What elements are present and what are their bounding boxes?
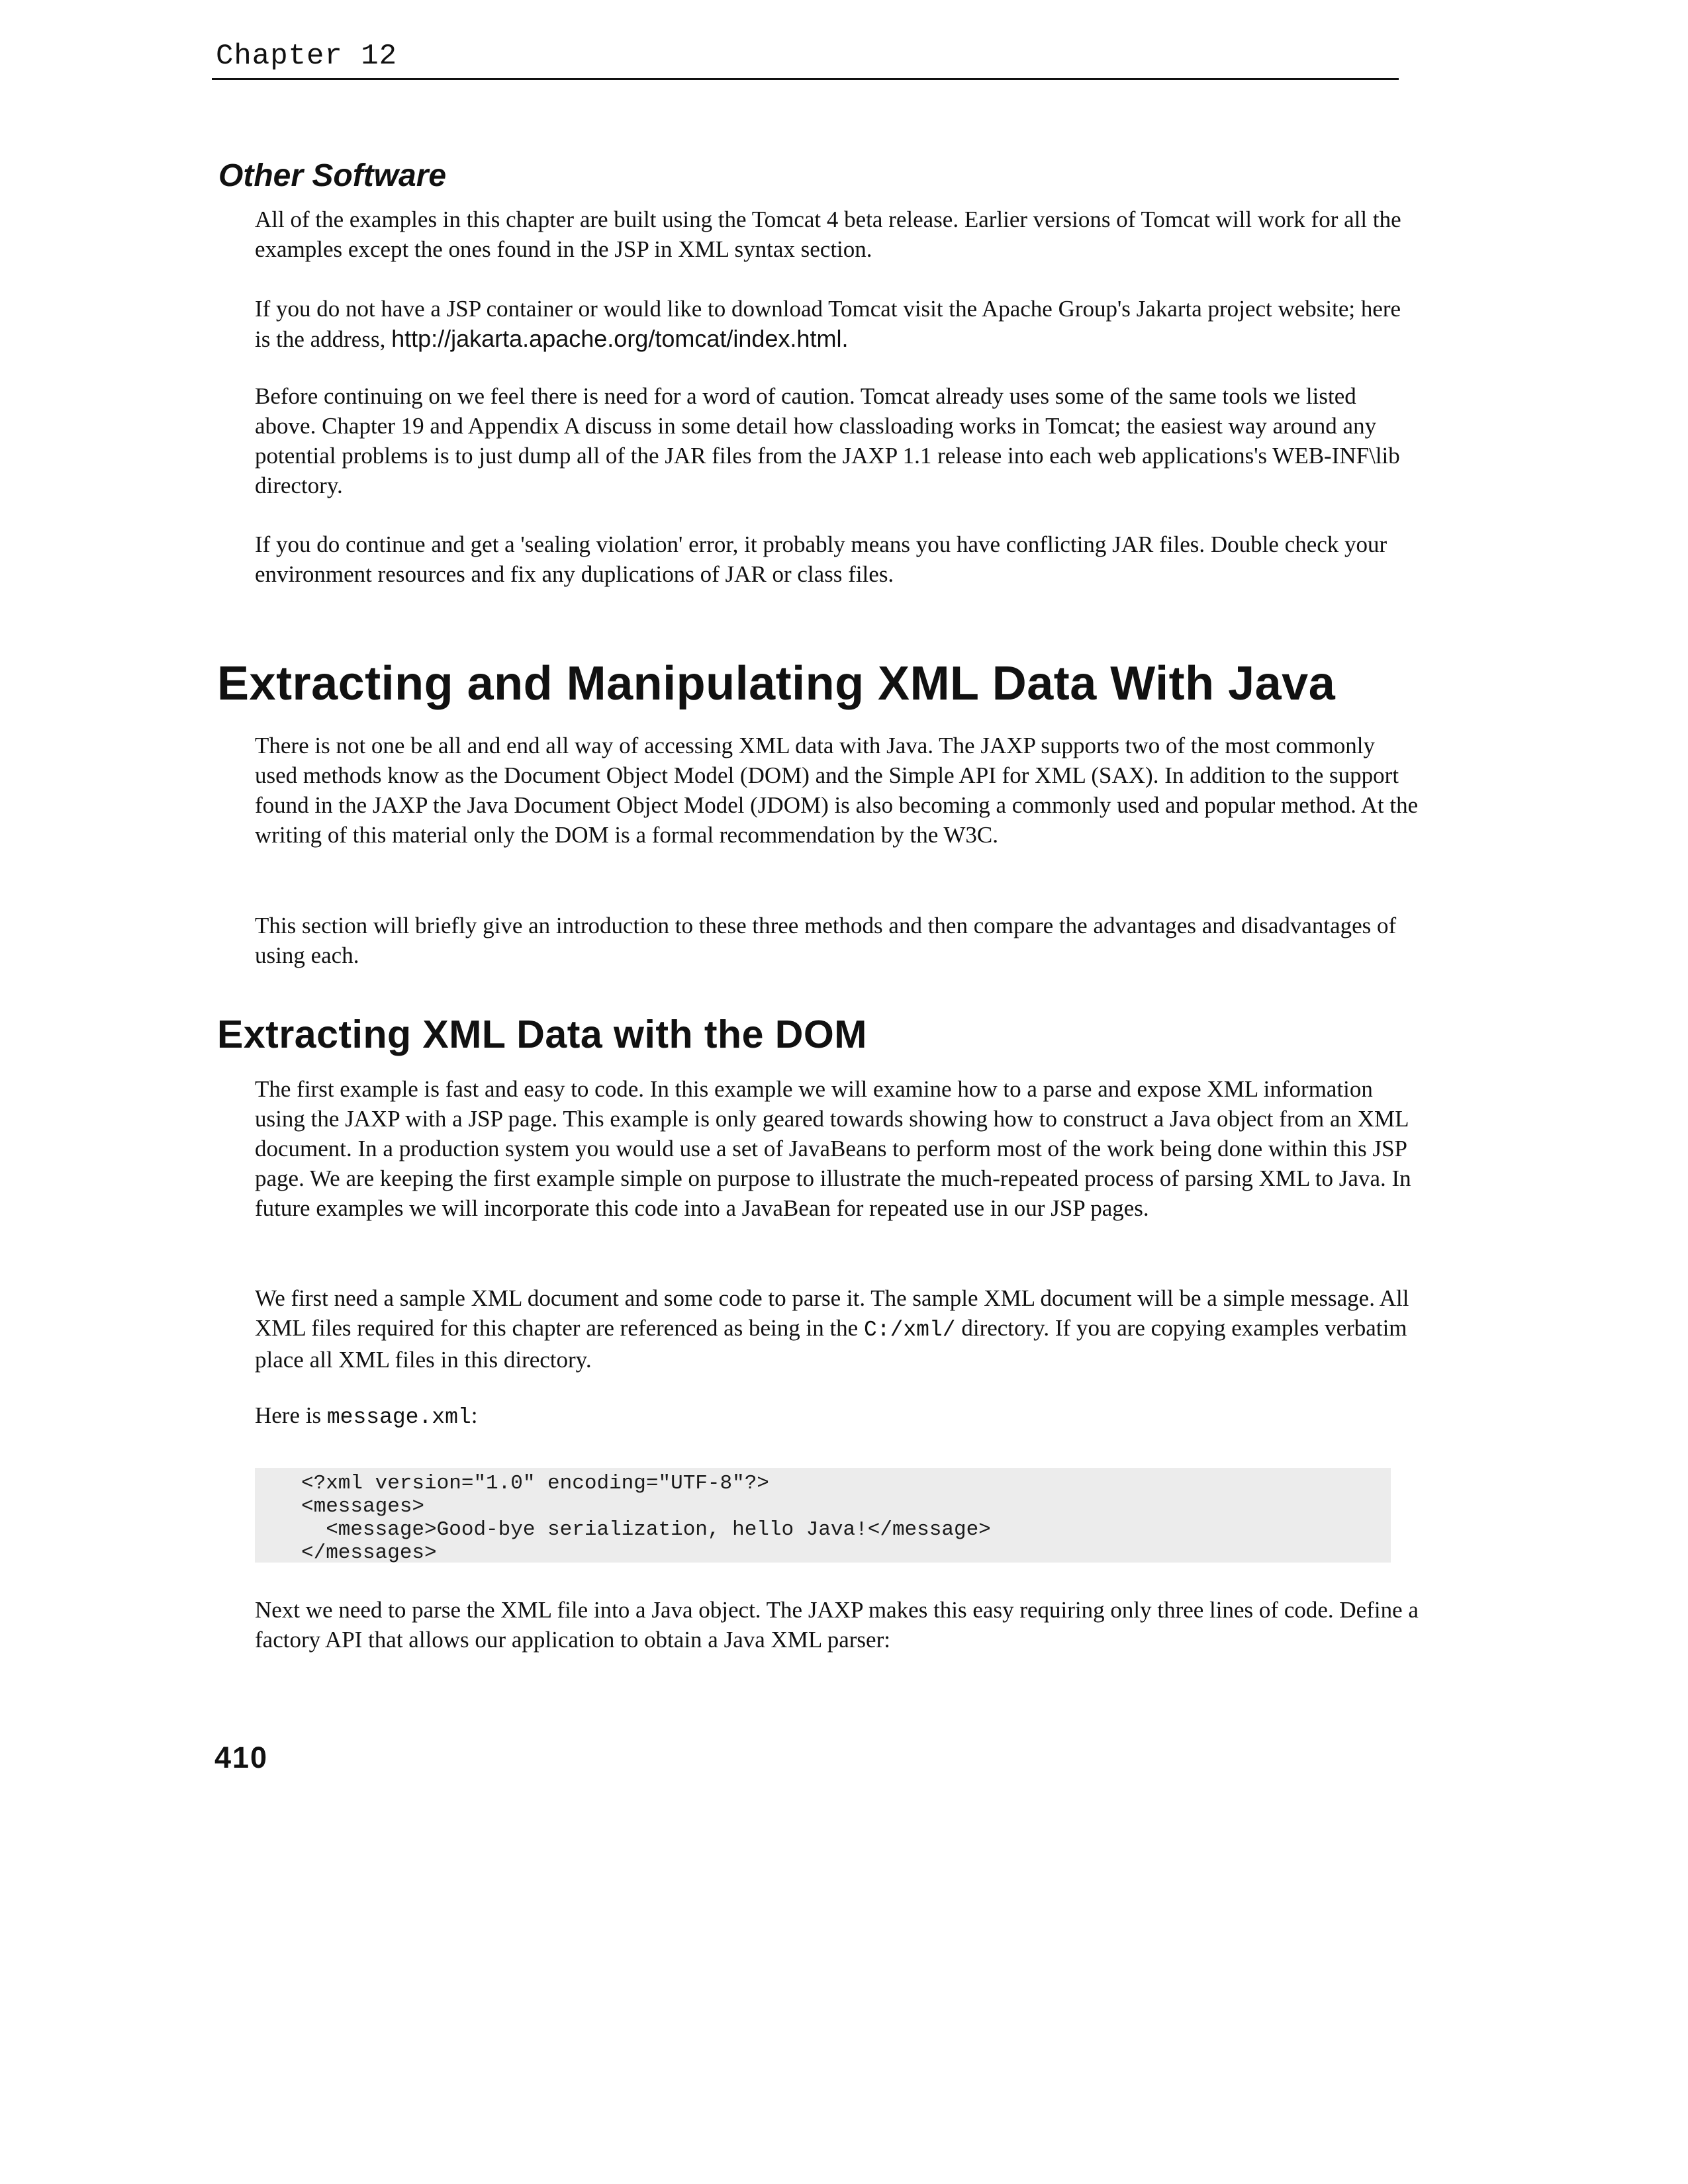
code-block [255,1468,1391,1563]
dom-section-paragraph-3 [255,1400,1420,1432]
code-line: <?xml version="1.0" encoding="UTF-8"?> [301,1472,769,1495]
other-software-paragraph-2 [255,294,1420,354]
dom-section-paragraph-1: The first example is fast and easy to code. In this example we will examine how to a parse and expose XML information using the JAXP with a JSP page. This example is only geared towards showing how to construct a Java object from an XML document. In a production system you would use a set of JavaBeans to perform most of the work being done within this JSP page. We are keeping the first example simple on purpose to illustrate the much-repeated process of parsing XML to Java. In future examples we will incorporate this code into a JavaBean for repeated use in our JSP pages. [255,1076,1411,1221]
code-line: <messages> [301,1495,425,1518]
extracting-section-paragraph-1: There is not one be all and end all way of accessing XML data with Java. The JAXP supports two of the most commonly used methods know as the Document Object Model (DOM) and the Simple API for XML (SAX). In addition to the support found in the JAXP the Java Document Object Model (JDOM) is also becoming a commonly used and popular method. At the writing of this material only the DOM is a formal recommendation by the W3C. [255,733,1419,848]
other-software-heading: Other Software [218,158,447,193]
extracting-section-heading: Extracting and Manipulating XML Data With Java [217,657,1336,710]
other-software-paragraph-1: All of the examples in this chapter are built using the Tomcat 4 beta release. Earlier versions of Tomcat will work for all the examples except the ones found in the JSP in XML syntax section. [255,206,1401,262]
dom-section-paragraph-2 [255,1283,1420,1375]
xml-directory-path: C:/xml/ [863,1318,956,1342]
dom-section-paragraph-3-text-after: : [471,1402,478,1428]
other-software-paragraph-4: If you do continue and get a 'sealing violation' error, it probably means you have conflicting JAR files. Double check your environment resources and fix any duplications of JAR or class files. [255,531,1387,587]
dom-section-paragraph-2-text-before: We first need a sample XML document and some code to parse it. The sample XML document will be a simple message. All XML files required for this chapter are referenced as being in the [255,1285,1409,1341]
dom-section-paragraph-4: Next we need to parse the XML file into a Java object. The JAXP makes this easy requiring only three lines of code. Define a factory API that allows our application to obtain a Java XML parser: [255,1597,1419,1653]
message-xml-filename: message.xml [326,1405,471,1430]
code-line: <message>Good-bye serialization, hello Java!</message> [301,1518,991,1541]
tomcat-download-link[interactable]: http://jakarta.apache.org/tomcat/index.html. [391,325,849,352]
dom-section-paragraph-3-text-before: Here is [255,1402,327,1428]
dom-section-paragraph-2-text-after: directory. If you are copying examples verbatim place all XML files in this directory. [255,1315,1407,1373]
dom-section-heading: Extracting XML Data with the DOM [217,1013,867,1056]
running-header [212,34,1399,80]
extracting-section-paragraph-2: This section will briefly give an introduction to these three methods and then compare the advantages and disadvantages of using each. [255,913,1397,968]
page-number: 410 [214,1741,269,1774]
other-software-paragraph-2-text: If you do not have a JSP container or would like to download Tomcat visit the Apache Group's Jakarta project website; here is the address, [255,296,1401,352]
other-software-paragraph-3: Before continuing on we feel there is need for a word of caution. Tomcat already uses some of the same tools we listed above. Chapter 19 and Appendix A discuss in some detail how classloading works in Tomcat; the easiest way around any potential problems is to just dump all of the JAR files from the JAXP 1.1 release into each web applications's WEB-INF\lib directory. [255,383,1400,498]
running-header-title: Chapter 12 [216,40,398,73]
code-line: </messages> [301,1541,437,1565]
